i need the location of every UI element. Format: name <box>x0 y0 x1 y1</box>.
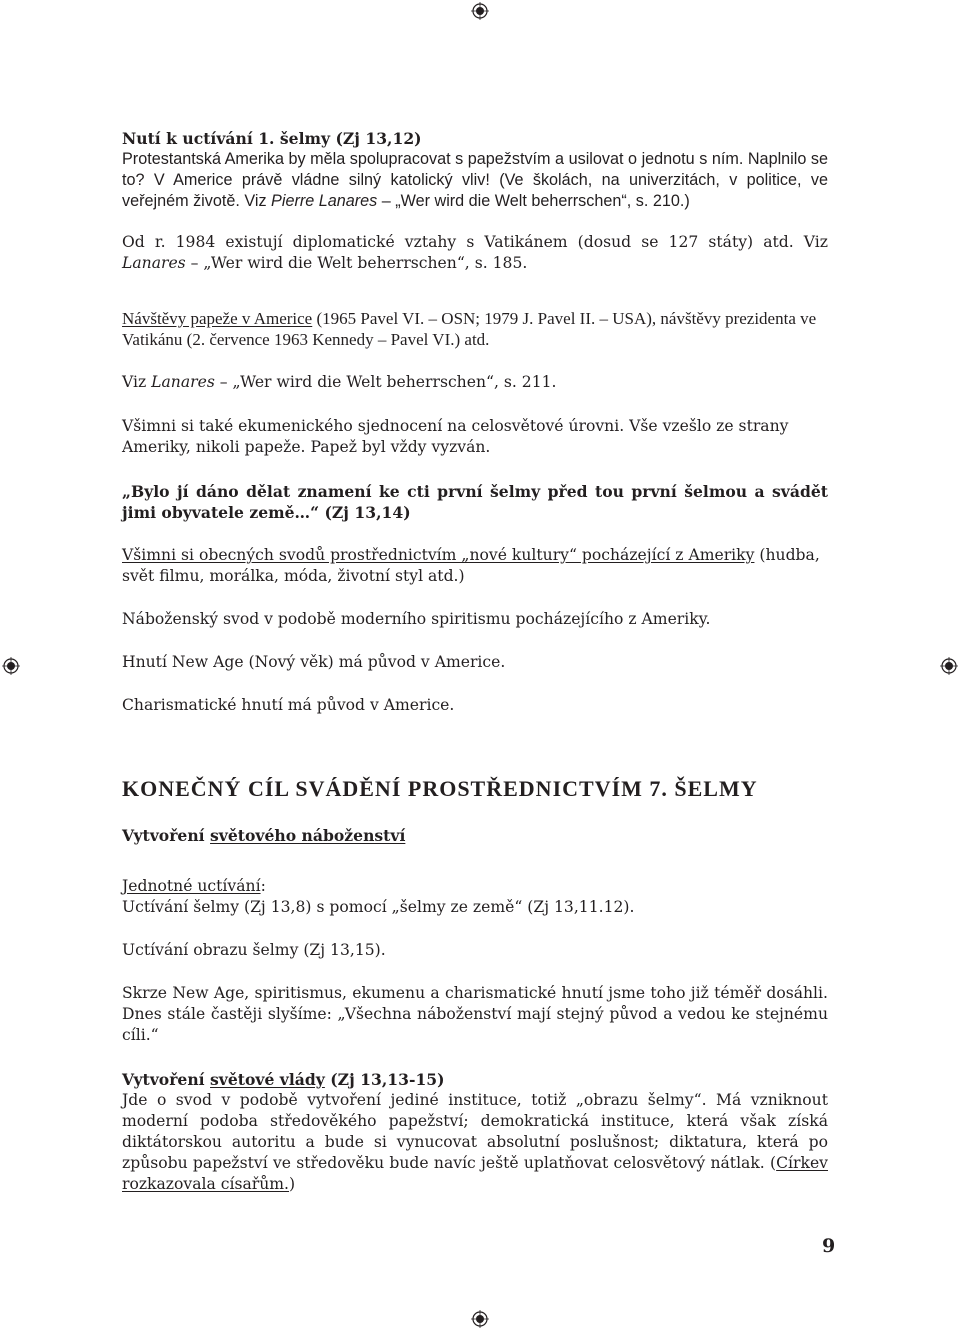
text-run: : <box>260 877 266 895</box>
underlined-text: světového náboženství <box>210 826 406 845</box>
paragraph <box>122 1090 828 1195</box>
underlined-text: Návštěvy papeže v Americe <box>122 309 313 328</box>
page-number: 9 <box>822 1235 836 1257</box>
paragraph: Všimni si také ekumenického sjednocení na celosvětové úrovni. Vše vzešlo ze strany Ameriky, nikoli papeže. Papež byl vždy vyzván. <box>122 417 789 456</box>
text-run: (hudba, svět filmu, morálka, móda, životní styl atd.) <box>122 546 820 585</box>
subsection-title <box>122 825 828 846</box>
registration-mark-icon <box>2 657 20 675</box>
text-run: ) <box>289 1175 296 1193</box>
underlined-text: Jednotné uctívání <box>122 877 261 895</box>
paragraph: Uctívání šelmy (Zj 13,8) s pomocí „šelmy ze země“ (Zj 13,11.12). <box>122 898 635 916</box>
label <box>122 876 828 897</box>
paragraph: Uctívání obrazu šelmy (Zj 13,15). <box>122 941 386 959</box>
chapter-heading: KONEČNÝ CÍL SVÁDĚNÍ PROSTŘEDNICTVÍM 7. ŠELMY <box>122 776 758 801</box>
registration-mark-icon <box>471 1310 489 1328</box>
paragraph <box>122 545 828 587</box>
paragraph: Skrze New Age, spiritismus, ekumenu a charismatické hnutí jsme toho již téměř dosáhli. Dnes stále častěji slyšíme: „Všechna náboženství mají stejný původ a vedou ke stejnému cíli.“ <box>122 984 828 1044</box>
paragraph <box>122 232 828 274</box>
text-run: Vytvoření <box>122 1070 211 1089</box>
registration-mark-icon <box>471 2 489 20</box>
text-run: – „Wer wird die Welt beherrschen“, s. 210.) <box>377 192 690 210</box>
paragraph <box>122 149 828 212</box>
paragraph <box>122 308 828 350</box>
paragraph: Náboženský svod v podobě moderního spiritismu pocházejícího z Ameriky. <box>122 610 711 628</box>
registration-mark-icon <box>940 657 958 675</box>
text-run: Jde o svod v podobě vytvoření jediné instituce, totiž „obrazu šelmy“. Má vzniknout moderní podoba středověkého papežství; demokratická instituce, která však získá diktátorskou autoritu a bude si vynucovat absolutní poslušnost; diktatura, která po způsobu papežství ve středověku bude navíc ještě uplatňovat celosvětový nátlak. ( <box>122 1091 828 1172</box>
text-run: (1965 Pavel VI. – OSN; 1979 J. Pavel II. – USA), návštěvy prezidenta ve Vatikánu (2. července 1963 Kennedy – Pavel VI.) atd. <box>122 309 817 349</box>
author-name: Lanares <box>122 254 186 272</box>
subsection-title <box>122 1069 828 1090</box>
underlined-text: Církev rozkazovala císařům. <box>122 1154 828 1193</box>
text-run: Viz <box>122 373 152 391</box>
author-name: Pierre Lanares <box>271 192 378 210</box>
section-title: Nutí k uctívání 1. šelmy (Zj 13,12) <box>122 129 422 148</box>
paragraph: Charismatické hnutí má původ v Americe. <box>122 696 455 714</box>
paragraph: Hnutí New Age (Nový věk) má původ v Americe. <box>122 653 506 671</box>
page-content <box>122 128 828 1195</box>
author-name: Lanares <box>151 373 215 391</box>
text-run: (Zj 13,13-15) <box>324 1070 445 1089</box>
text-run: Protestantská Amerika by měla spolupracovat s papežstvím a usilovat o jednotu s ním. Naplnilo se to? V Americe právě vládne silný katolický vliv! (Ve školách, na univerzitách, v politice, ve veřejném životě. Viz <box>122 150 828 210</box>
text-run: Vytvoření <box>122 826 211 845</box>
text-run: – „Wer wird die Welt beherrschen“, s. 211. <box>214 373 557 391</box>
paragraph <box>122 372 828 393</box>
underlined-text: světové vlády <box>210 1070 325 1089</box>
bible-quote: „Bylo jí dáno dělat znamení ke cti první šelmy před tou první šelmou a svádět jimi obyvatele země…“ (Zj 13,14) <box>122 482 828 522</box>
underlined-text: Všimni si obecných svodů prostřednictvím „nové kultury“ pocházející z Ameriky <box>122 546 755 564</box>
text-run: Od r. 1984 existují diplomatické vztahy s Vatikánem (dosud se 127 státy) atd. Viz <box>122 233 828 251</box>
text-run: – „Wer wird die Welt beherrschen“, s. 185. <box>185 254 528 272</box>
